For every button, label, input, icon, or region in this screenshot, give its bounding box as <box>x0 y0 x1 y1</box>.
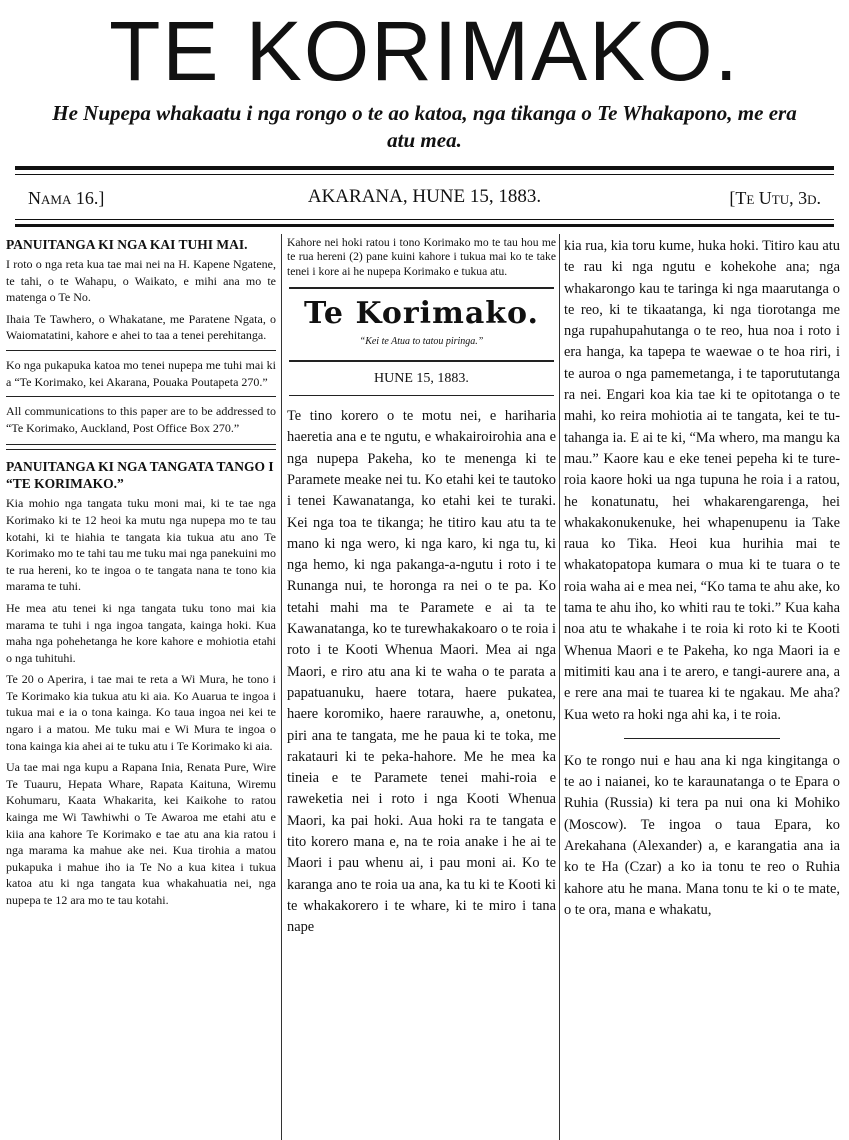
issue-price: [Te Utu, 3d. <box>729 188 821 208</box>
paragraph: I roto o nga reta kua tae mai nei na H. Kapene Ngatene, te tahi, o te Wahapu, o Waikato, e mihi ana mo te matenga o Te No. <box>6 257 276 305</box>
dateline-bar <box>20 184 829 214</box>
article-body: Ko te rongo nui e hau ana ki nga kingitanga o te ao i naianei, ko te karaunatanga o te Epara o Ruhia (Russia) ki tera pa nui ona ki Mohiko (Moscow). Te ingoa o taua Epara, ko Arekahana (Alexander) a, e karangatia ana ia ko te Ha (Czar) a ko ia tonu te reo o Ruhia kahore atu he mana. Mana tonu te ki o te mate, o te ora, mana e whakatu, <box>564 752 840 918</box>
notice-heading: PANUITANGA KI NGA TANGATA TANGO I “TE KORIMAKO.” <box>6 459 274 492</box>
editorial-motto: “Kei te Atua to tatou piringa.” <box>359 335 484 347</box>
paragraph: Ihaia Te Tawhero, o Whakatane, me Paratene Ngata, o Waiomatatini, kahore e ahei to taa a tenei perehitanga. <box>6 311 276 343</box>
tagline: He Nupepa whakaatu i nga rongo o te ao katoa, nga tikanga o Te Whakapono, me era atu mea. <box>52 101 797 152</box>
divider <box>6 396 276 397</box>
editorial-title: Te Korimako. <box>304 296 539 332</box>
issue-date: AKARANA, HUNE 15, 1883. <box>307 186 542 207</box>
notice-heading: PANUITANGA KI NGA KAI TUHI MAI. <box>6 237 248 252</box>
header-rule <box>15 166 834 170</box>
issue-number: Nama 16.] <box>28 188 105 208</box>
article-body: Te tino korero o te motu nei, e hariharia haeretia ana e te ngutu, e whakairoirohia ana e nga nupepa Pakeha, ko te menenga ki te Paramete meake nei tu. Ko etahi kei te tautoko i tenei Kawanatanga, ko etahi kei te turaki. Kei nga toa te tikanga; he titiro kau atu ta te mano ki nga wero, ki nga karo, ki nga tu, ki nga hemo, ki nga pakanga-a-ngutu i roto i te Runanga nui, te horonga ra nei o te pa. Ko tetahi mahi ma te Paramete e ai ta te Kawanatanga, ko te turewhakakoaro o te roia i roto i te Kooti Whenua Maori. Mea ai nga Maori, e riro atu ana ki te waha o te parata a papatuanuku, haere totara, haere pukatea, haere koromiko, haere rarauwhe, a, onetonu, piri ana te tangata, me he paua ki te toka, me rakatauri ki te peka-hahore. Me he mea ka tineia e te Paramete tenei mahi-roia e raweketia nei i roto i nga Kooti Whenua Maori, ka pai hoki. Aua hoki ra te tangata e tito korero mana e, na te roia anake i he ai te Maori i pau whenu ai, i pau moni ai. Ko te karanga ano te roia ua ana, ka tu ki te Kooti ki te whakakorero i te whare, ki te miro i tana nape <box>287 408 556 936</box>
dateline-rule-thick <box>15 224 834 227</box>
divider <box>6 350 276 351</box>
paragraph: Ua tae mai nga kupu a Rapana Inia, Renata Pure, Wire Te Tuauru, Hepata Whare, Rapata Kaituna, Wiremu Kohumaru, Kaata Whakarita, kei Kaikohe to ratou kainga me Wi Tawhiwhi o Te Awaroa me etahi atu e kiia ana kahore Te Korimako e tae atu ana kia ratou i nga marama ka mahue ake nei. Kua tirohia a matou pukapuka i mahue iho ia Te No a kua kitea i tukua katoa atu ki nga tangata kua whakahuatia nei, nga nupepa te 12 ara mo te tau kotahi. <box>6 760 276 907</box>
dateline-rule <box>15 219 834 220</box>
paragraph: Te 20 o Aperira, i tae mai te reta a Wi Mura, he tono i Te Korimako kia tukua atu ki aia. Ko Auarua te ingoa i tukua mai e ia o tona kainga. Ko taua ingoa nei kei te ngaro i a matou. Me tuku mai e Wi Mura te ingoa o tona kainga kia ahei ai te tuku atu i Te Korimako ki aia. <box>6 672 276 753</box>
column-divider <box>281 234 282 1140</box>
header-rule-thin <box>15 174 834 175</box>
masthead-title: TE KORIMAKO. <box>109 4 740 98</box>
divider <box>6 444 276 450</box>
column-3 <box>564 236 840 1140</box>
column-2 <box>287 236 556 1140</box>
article-body: kia rua, kia toru kume, huka hoki. Titiro kau atu te rau ki nga ngutu e kohekohe ana; nga whakarongo kau te taringa ki nga maarutanga o te reo, ki te tikaatanga, ki nga tiorotanga me nga rupahupahutanga o te reo, hua noa i roto i era hanga, ka tapepa te waewae o te hoa riri, i te auroa o nga pamemetanga, i te taporututanga ra nei. Engari koa kia tae ki te opitotanga o te mahi, ko reira mohiotia ai te tangata, kei te tu-tahanga ia. E ai te ki, “Ma whero, ma mangu ka mau.” Kaore kau e eke tenei pepeha ki te ture-roia kaore hoki ua nga tupuna he roia i a ratou, he konatunatu, hei whakarengarenga, hei whakakonukenuke, hei whapenupenu ia Take raua ko Tika. Heoi kua hurihia mai te whakatopatopa kumara o mua ki te tuara o te roia waha ai e mea nei, “Ko tama te ahu ake, ko tama te ahu iho, ko whiti rau te toki.” Kua kaha noa atu te whakahe i te roia ki roto ki te Kooti Whenua Maori e te Pakeha, ko nga Maori ia e mitimiti kau ana i te arero, e tangi-aurere ana, a e rere ana mai te tuarea ki te ngakau. Me aha? Kua weto ra hoki nga ahi ka, i te roia. <box>564 238 840 723</box>
paragraph: All communications to this paper are to be addressed to “Te Korimako, Auckland, Post Office Box 270.” <box>6 404 276 435</box>
editorial-date: HUNE 15, 1883. <box>289 362 554 396</box>
column-divider <box>559 234 560 1140</box>
column-1 <box>6 236 276 1140</box>
editorial-title-block <box>289 287 554 362</box>
paragraph: He mea atu tenei ki nga tangata tuku tono mai kia marama te tuhi i nga ingoa tangata, kainga hoki. Kua maha nga pohehetanga he kore kahore e mohiotia etahi o nga tuhituhi. <box>6 600 276 665</box>
paragraph: Kia mohio nga tangata tuku moni mai, ki te tae nga Korimako ki te 12 heoi ka mutu nga nupepa mo te tau kotahi, ki te hiahia te tangata kia tukua atu ano Te Korimako mo te tahi tau me tuku mai nga panekuini mo te rua hereni, ko te ingoa o te tangata nana te tono kia marama te tuhi. <box>6 496 276 594</box>
paragraph: Ko nga pukapuka katoa mo tenei nupepa me tuhi mai ki a “Te Korimako, kei Akarana, Pouaka Poutapeta 270.” <box>6 357 276 389</box>
divider <box>624 738 780 739</box>
paragraph: Kahore nei hoki ratou i tono Korimako mo te tau hou me te rua hereni (2) pane kuini kahore i tukua mai ko te take tenei i kore ai he nupepa Korimako e tukua atu. <box>287 236 556 278</box>
